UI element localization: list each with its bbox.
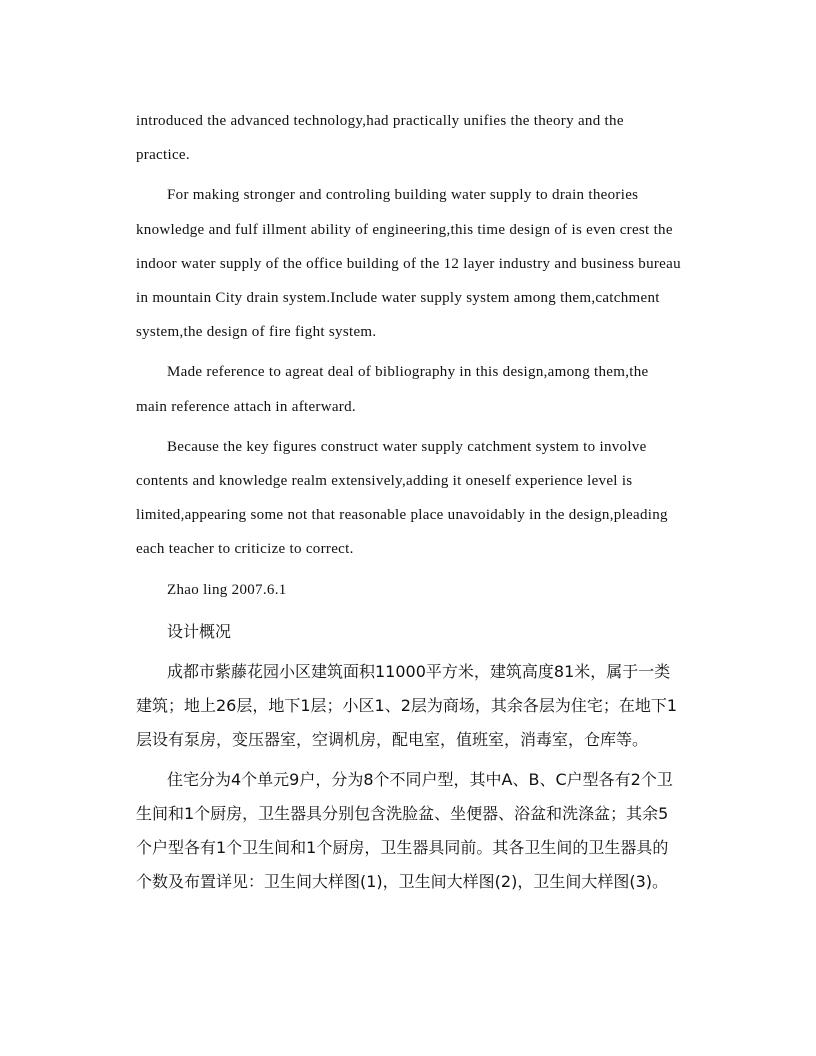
- section-heading-design-overview: 设计概况: [167, 621, 232, 641]
- author-signature-date: Zhao ling 2007.6.1: [167, 581, 287, 598]
- paragraph-intro-continued: introduced the advanced technology,had practically unifies the theory and the practice.: [136, 113, 624, 164]
- paragraph-design-scope: For making stronger and controling building water supply to drain theories knowledge and fulf illment ability of engineering,this time design of is even crest the indoor water supply of the office building of the 12 layer industry and business bureau in mountain City drain system.Include water supply system among them,catchment system,the design of fire fight system.: [136, 187, 681, 341]
- paragraph-limitations: Because the key figures construct water supply catchment system to involve contents and knowledge realm extensively,adding it oneself experience level is limited,appearing some not that reasonable place unavoidably in the design,pleading each teacher to criticize to correct.: [136, 438, 668, 558]
- paragraph-residential-units: 住宅分为4个单元9户，分为8个不同户型，其中A、B、C户型各有2个卫生间和1个厨房，卫生器具分别包含洗脸盆、坐便器、浴盆和洗涤盆；其余5个户型各有1个卫生间和1个厨房，卫生器具同前。其各卫生间的卫生器具的个数及布置详见：卫生间大样图(1)，卫生间大样图(2)，卫生间大样图(3)。: [136, 769, 673, 891]
- paragraph-bibliography: Made reference to agreat deal of bibliography in this design,among them,the main reference attach in afterward.: [136, 364, 649, 415]
- document-body: [136, 104, 681, 899]
- paragraph-building-overview: 成都市紫藤花园小区建筑面积11000平方米，建筑高度81米，属于一类建筑；地上26层，地下1层；小区1、2层为商场，其余各层为住宅；在地下1层设有泵房，变压器室，空调机房，配电室，值班室，消毒室，仓库等。: [136, 661, 678, 749]
